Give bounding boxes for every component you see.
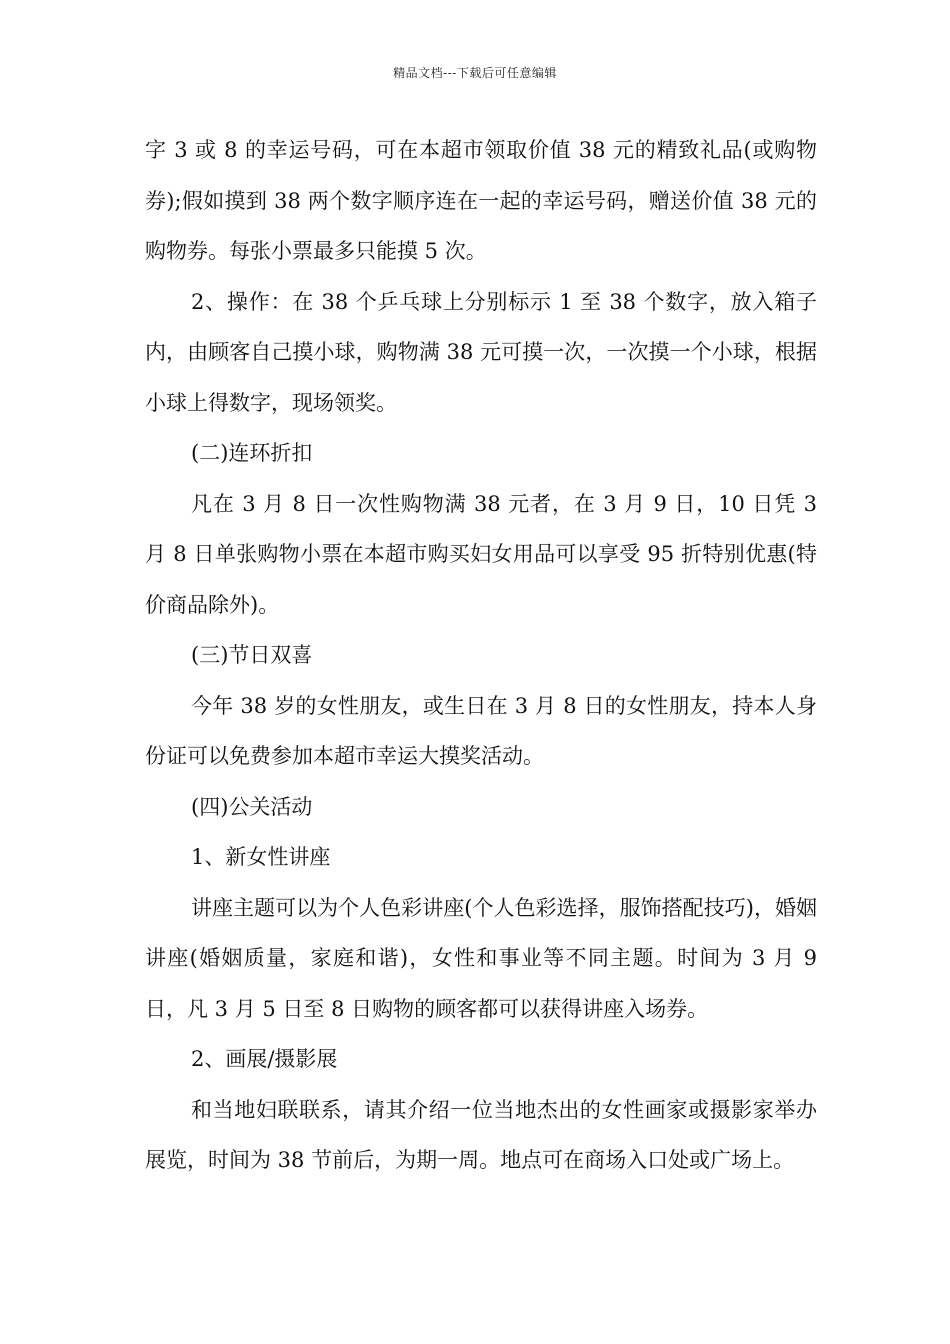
paragraph-double-joy: 今年 38 岁的女性朋友，或生日在 3 月 8 日的女性朋友，持本人身份证可以免费参加本超市幸运大摸奖活动。 bbox=[145, 693, 817, 768]
page-header: 精品文档---下载后可任意编辑 bbox=[393, 66, 557, 80]
paragraph-exhibition: 和当地妇联联系，请其介绍一位当地杰出的女性画家或摄影家举办展览，时间为 38 节前后，为期一周。地点可在商场入口处或广场上。 bbox=[145, 1097, 817, 1172]
paragraph-lecture: 讲座主题可以为个人色彩讲座(个人色彩选择，服饰搭配技巧)，婚姻讲座(婚姻质量，家庭和谐)，女性和事业等不同主题。时间为 3 月 9 日，凡 3 月 5 日至 8 日购物的顾客都可以获得讲座入场券。 bbox=[145, 895, 817, 1021]
heading-pr-activities: (四)公关活动 bbox=[191, 794, 313, 819]
heading-double-joy: (三)节日双喜 bbox=[191, 643, 313, 667]
paragraph-chain-discount: 凡在 3 月 8 日一次性购物满 38 元者，在 3 月 9 日，10 日凭 3 月 8 日单张购物小票在本超市购买妇女用品可以享受 95 折特别优惠(特价商品除外)。 bbox=[145, 491, 817, 617]
paragraph-operation: 2、操作：在 38 个乒乓球上分别标示 1 至 38 个数字，放入箱子内，由顾客自己摸小球，购物满 38 元可摸一次，一次摸一个小球，根据小球上得数字，现场领奖。 bbox=[145, 289, 817, 415]
document-body bbox=[145, 125, 817, 1186]
heading-chain-discount: (二)连环折扣 bbox=[191, 441, 313, 465]
heading-exhibition: 2、画展/摄影展 bbox=[191, 1047, 338, 1071]
paragraph-lottery-rules: 字 3 或 8 的幸运号码，可在本超市领取价值 38 元的精致礼品(或购物券);假如摸到 38 两个数字顺序连在一起的幸运号码，赠送价值 38 元的购物券。每张小票最多只能摸 5 次。 bbox=[145, 138, 817, 263]
heading-new-women-lecture: 1、新女性讲座 bbox=[191, 845, 331, 869]
